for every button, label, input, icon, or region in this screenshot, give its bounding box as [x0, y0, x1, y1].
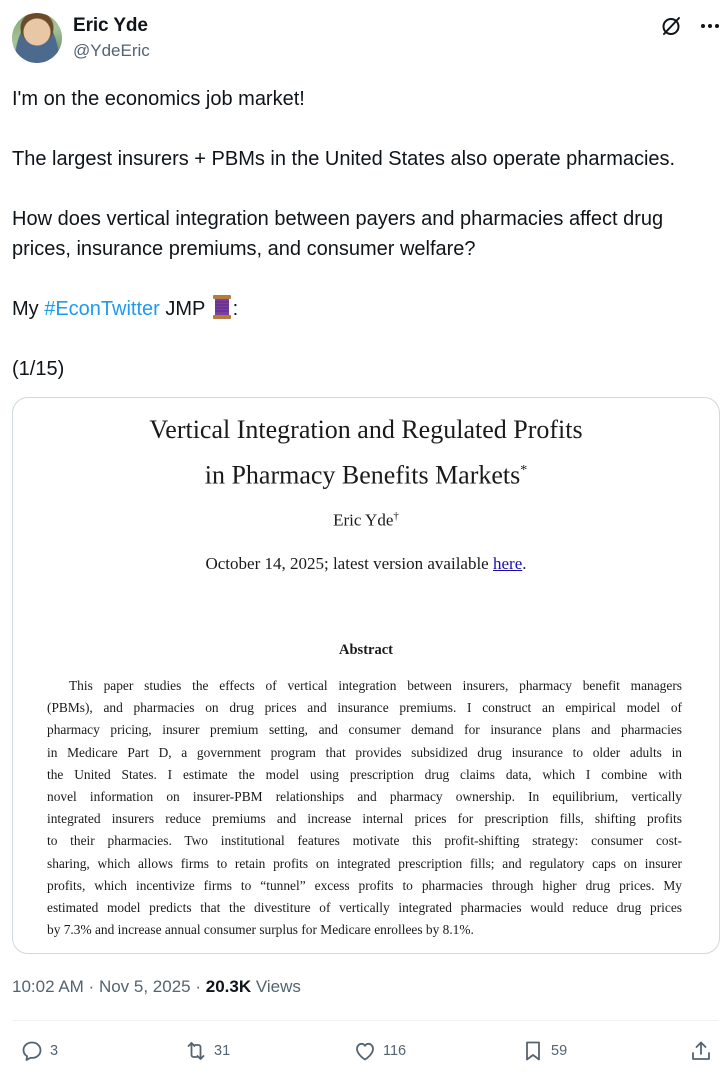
tweet-text-span: My — [12, 298, 45, 320]
abstract-line: in Medicare Part D, a government program that provides subsidized drug insurance to older adults in — [47, 744, 682, 760]
post-time[interactable]: 10:02 AM — [12, 977, 84, 996]
paper-image-card[interactable] — [12, 397, 720, 954]
paper-link: here — [492, 554, 523, 573]
abstract-line: sharing, which allows firms to retain profits on integrated prescription fills; and regulatory caps on insurer — [47, 855, 682, 871]
tweet-line: How does vertical integration between payers and pharmacies affect drug prices, insurance premiums, and consumer welfare? — [12, 208, 664, 260]
tweet-text — [12, 84, 718, 414]
more-options-icon[interactable] — [698, 14, 722, 38]
tweet-line: (1/15) — [12, 358, 65, 380]
repost-count: 31 — [214, 1043, 231, 1059]
abstract-body — [47, 675, 682, 941]
abstract-line: (PBMs), and pharmacies on drug prices and insurance premiums. I construct an empirical model of — [47, 700, 682, 716]
like-button[interactable] — [353, 1036, 406, 1066]
like-count: 116 — [383, 1043, 407, 1059]
thread-spool-icon — [212, 294, 232, 320]
paper-title-line1: Vertical Integration and Regulated Profits — [149, 415, 583, 444]
reply-icon — [20, 1039, 44, 1063]
repost-button[interactable] — [184, 1036, 230, 1066]
share-button[interactable] — [689, 1036, 719, 1066]
tweet-line: I'm on the economics job market! — [12, 88, 305, 110]
tweet-meta — [12, 977, 301, 997]
footnote-mark: † — [393, 510, 399, 522]
abstract-line: pharmacy pricing, insurer premium setting, and consumer demand for insurance plans and pharmacies — [47, 722, 682, 738]
tweet-text-span: JMP — [159, 298, 211, 320]
reply-count: 3 — [50, 1043, 59, 1059]
abstract-line: integrated insurers reduce premiums and increase internal prices for prescription fills, shifting profits — [47, 811, 682, 827]
divider — [12, 1020, 718, 1021]
paper-title-line2 — [13, 451, 719, 496]
tweet-text-span: : — [232, 298, 239, 320]
bookmark-button[interactable] — [521, 1036, 567, 1066]
paper-date-end: . — [522, 554, 527, 573]
share-icon — [689, 1039, 713, 1063]
views-label: Views — [251, 977, 301, 996]
abstract-line: by 7.3% and increase annual consumer surplus for Medicare enrollees by 8.1%. — [47, 922, 474, 938]
paper-author-name: Eric Yde — [333, 510, 394, 530]
author-name[interactable]: Eric Yde — [73, 15, 148, 36]
tweet-line — [12, 294, 718, 324]
abstract-line: novel information on insurer-PBM relationships and pharmacy ownership. In equilibrium, vertically — [47, 789, 682, 805]
reply-button[interactable] — [20, 1036, 58, 1066]
paper-date — [13, 554, 719, 574]
bookmark-count: 59 — [551, 1043, 568, 1059]
abstract-line: estimated model predicts that the divestiture of vertically integrated pharmacies would reduce drug prices — [47, 900, 682, 916]
repost-icon — [184, 1039, 208, 1063]
bookmark-icon — [521, 1039, 545, 1063]
meta-separator: · — [83, 977, 99, 996]
tweet-header — [12, 12, 722, 64]
abstract-heading: Abstract — [339, 642, 393, 658]
action-bar — [12, 1036, 718, 1068]
meta-separator: · — [190, 977, 206, 996]
author-handle[interactable]: @YdeEric — [73, 41, 150, 60]
abstract-line: the United States. I estimate the model using prescription drug claims data, which I combine with — [47, 766, 682, 782]
grok-icon[interactable] — [660, 14, 684, 38]
tweet-line: The largest insurers + PBMs in the United States also operate pharmacies. — [12, 148, 676, 170]
views-count: 20.3K — [205, 977, 252, 996]
avatar[interactable] — [12, 13, 62, 63]
hashtag-link[interactable]: #EconTwitter — [44, 298, 160, 320]
post-date[interactable]: Nov 5, 2025 — [98, 977, 191, 996]
paper-author — [13, 510, 719, 531]
paper-date-text: October 14, 2025; latest version available — [205, 554, 493, 573]
heart-icon — [353, 1039, 377, 1063]
footnote-mark: * — [520, 463, 528, 478]
paper-title-text: in Pharmacy Benefits Markets — [204, 460, 521, 490]
abstract-line: to their pharmacies. Two institutional features motivate this profit-shifting strategy: consumer cost- — [47, 833, 682, 849]
abstract-line: profits, which incentivize firms to “tunnel” excess profits to pharmacies through higher drug prices. My — [47, 877, 682, 893]
abstract-line: This paper studies the effects of vertical integration between insurers, pharmacy benefit managers — [69, 678, 682, 693]
